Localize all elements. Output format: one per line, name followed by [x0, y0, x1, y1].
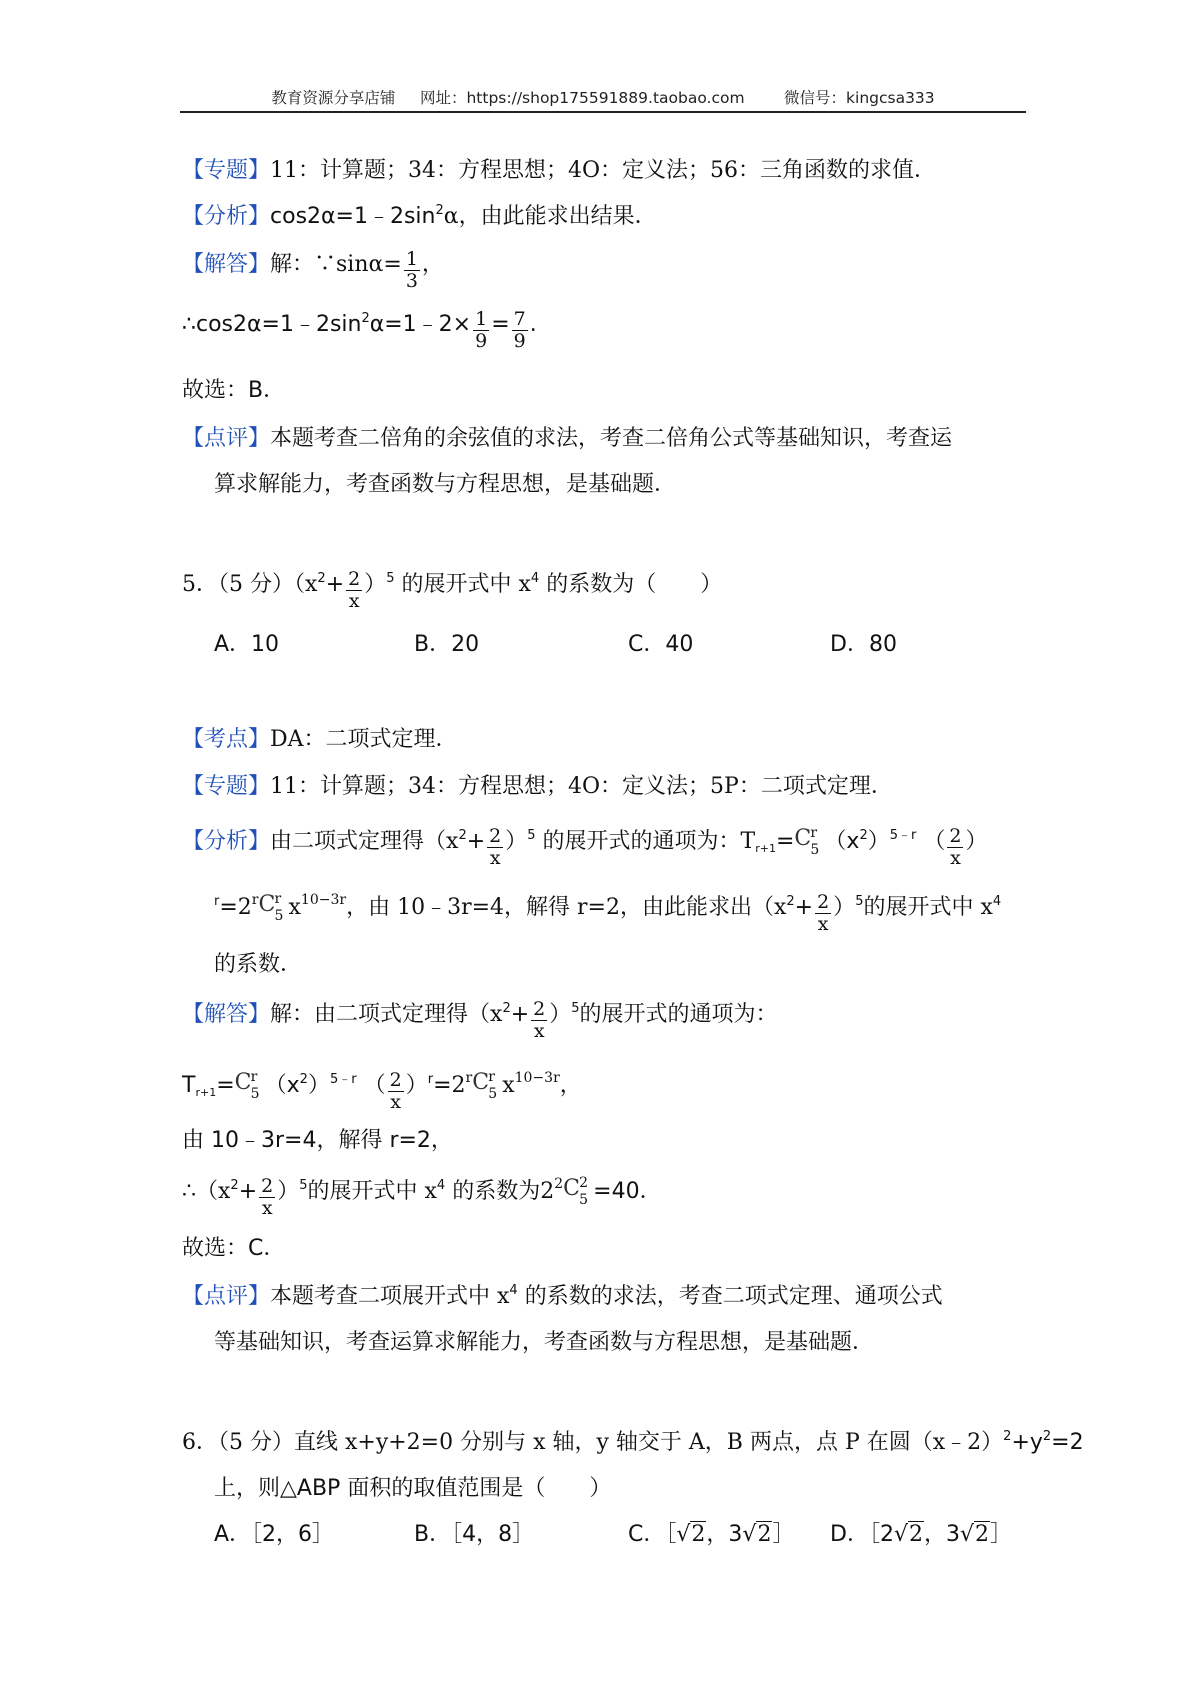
q6-option-a[interactable]: A．［2，6］	[214, 1522, 335, 1547]
fraction: $\frac{1}{3}$	[405, 248, 418, 292]
q5-answer: 故选：C．	[182, 1236, 286, 1261]
fraction: $\frac{2}{x}$	[817, 891, 830, 935]
q5-option-b[interactable]: B．20	[414, 632, 480, 657]
tag-fenxi: 【分析】	[182, 829, 271, 854]
tag-kaodian: 【考点】	[182, 727, 271, 752]
tag-zhuanti: 【专题】	[182, 774, 271, 799]
q4-solution-line: $\therefore\cos 2\alpha=1﹣2\sin^2\alpha=1﹣2\times$ $\frac{1}{9}$ = $\frac{7}{9}$ .	[182, 308, 537, 352]
q5-dianping: 【点评】本题考查二项展开式中 $x^4$ 的系数的求法，考查二项式定理、通项公式	[182, 1283, 943, 1309]
shop-url[interactable]: https://shop175591889.taobao.com	[466, 89, 745, 107]
q4-dianping-cont: 算求解能力，考查函数与方程思想，是基础题．	[214, 472, 677, 497]
q4-fenxi: 【分析】$\cos 2\alpha=1﹣2\sin^2\alpha$，由此能求出结果．	[182, 203, 657, 229]
fraction: $\frac{2}{x}$	[389, 1069, 402, 1113]
q5-fenxi: 【分析】由二项式定理得（$x^2+$ $\frac{2}{x}$ ）$^5$ 的展开式的通项为：$T_{r+1}=$ C r 5 $(x^2)^{5﹣r}$ （ $\frac{2}{x}$ ）	[182, 822, 988, 852]
q5-kaodian: 【考点】DA：二项式定理．	[182, 727, 458, 752]
q5-stem: 5．（5 分）（$x^2+$ $\frac{2}{x}$ ）$^5$ 的展开式中 $x^4$ 的系数为（ ）	[182, 568, 723, 612]
q5-dianping-cont: 等基础知识，考查运算求解能力，考查函数与方程思想，是基础题．	[214, 1330, 875, 1355]
q5-jieda: 【解答】解：由二项式定理得（$x^2+$ $\frac{2}{x}$ ）$^5$的展开式的通项为：	[182, 998, 778, 1042]
sqrt-2: √2	[893, 1522, 923, 1547]
q5-zhuanti: 【专题】11：计算题；34：方程思想；4O：定义法；5P：二项式定理．	[182, 774, 893, 799]
fraction: $\frac{2}{x}$	[949, 825, 962, 869]
tag-jieda: 【解答】	[182, 252, 271, 277]
q5-fenxi-line3: 的系数．	[214, 952, 303, 977]
fraction: $\frac{2}{x}$	[348, 568, 361, 612]
tag-jieda: 【解答】	[182, 1002, 271, 1027]
tag-dianping: 【点评】	[182, 426, 271, 451]
tag-fenxi: 【分析】	[182, 204, 271, 229]
q5-result: $\therefore(x^2+$ $\frac{2}{x}$ ）$^5$的展开式中 $x^4$ 的系数为$2^2$ C 2 5 =40．	[182, 1172, 662, 1202]
q6-option-b[interactable]: B．［4，8］	[414, 1522, 535, 1547]
q5-option-a[interactable]: A．10	[214, 632, 280, 657]
fraction: $\frac{2}{x}$	[533, 998, 546, 1042]
q4-answer: 故选：B．	[182, 378, 286, 403]
binomial-c-5-2: C 2 5	[563, 1175, 589, 1208]
wechat-id: kingcsa333	[846, 89, 935, 107]
q4-jieda: 【解答】解：∵sinα= $\frac{1}{3}$ ，	[182, 248, 444, 292]
url-label: 网址：	[419, 89, 467, 107]
q6-option-c[interactable]: C．［√2，3√2］	[628, 1522, 795, 1547]
fraction: $\frac{7}{9}$	[513, 308, 526, 352]
sqrt-2: √2	[742, 1522, 772, 1547]
fraction: $\frac{2}{x}$	[261, 1175, 274, 1219]
q5-solve-r: 由 10﹣3r=4，解得 r=2，	[182, 1128, 453, 1153]
q4-zhuanti: 【专题】11：计算题；34：方程思想；4O：定义法；56：三角函数的求值．	[182, 158, 937, 183]
page-header	[180, 86, 1026, 112]
q5-general-term: $T_{r+1}=$ C r 5 $(x^2)^{5﹣r}$ （ $\frac{2}{x}$ ）$^r=2^r$ C r 5 $x^{10-3r}$，	[182, 1066, 582, 1096]
binomial-c-5-r: C r 5	[258, 891, 284, 924]
binomial-c-5-r: C r 5	[472, 1069, 498, 1102]
fraction: $\frac{2}{x}$	[489, 825, 502, 869]
q6-stem: 6．（5 分）直线 x+y+2=0 分别与 x 轴，y 轴交于 A，B 两点，点 P 在圆$(x﹣2)^2+y^2=2$	[182, 1429, 1084, 1455]
wechat-label: 微信号：	[784, 89, 847, 107]
shop-name: 教育资源分享店铺	[271, 89, 396, 107]
q4-dianping: 【点评】本题考查二倍角的余弦值的求法，考查二倍角公式等基础知识，考查运	[182, 426, 953, 451]
sqrt-2: √2	[959, 1522, 990, 1547]
header-divider	[180, 111, 1026, 113]
binomial-c-5-r: C r 5	[794, 825, 820, 858]
q5-fenxi-line2: $^r=2^r$ C r 5 $x^{10-3r}$，由 10﹣3r=4，解得 r=2，由此能求出（$x^2+$ $\frac{2}{x}$ ）$^5$的展开式中 $x^4$	[214, 888, 1001, 918]
q5-option-c[interactable]: C．40	[628, 632, 694, 657]
binomial-c-5-r: C r 5	[234, 1069, 260, 1102]
q6-stem-cont: 上，则△ABP 面积的取值范围是（ ）	[214, 1476, 612, 1501]
fraction: $\frac{1}{9}$	[475, 308, 488, 352]
q6-option-d[interactable]: D．［2√2，3√2］	[830, 1522, 1013, 1547]
tag-zhuanti: 【专题】	[182, 158, 271, 183]
tag-dianping: 【点评】	[182, 1284, 271, 1309]
sqrt-2: √2	[676, 1522, 706, 1547]
q5-option-d[interactable]: D．80	[830, 632, 897, 657]
